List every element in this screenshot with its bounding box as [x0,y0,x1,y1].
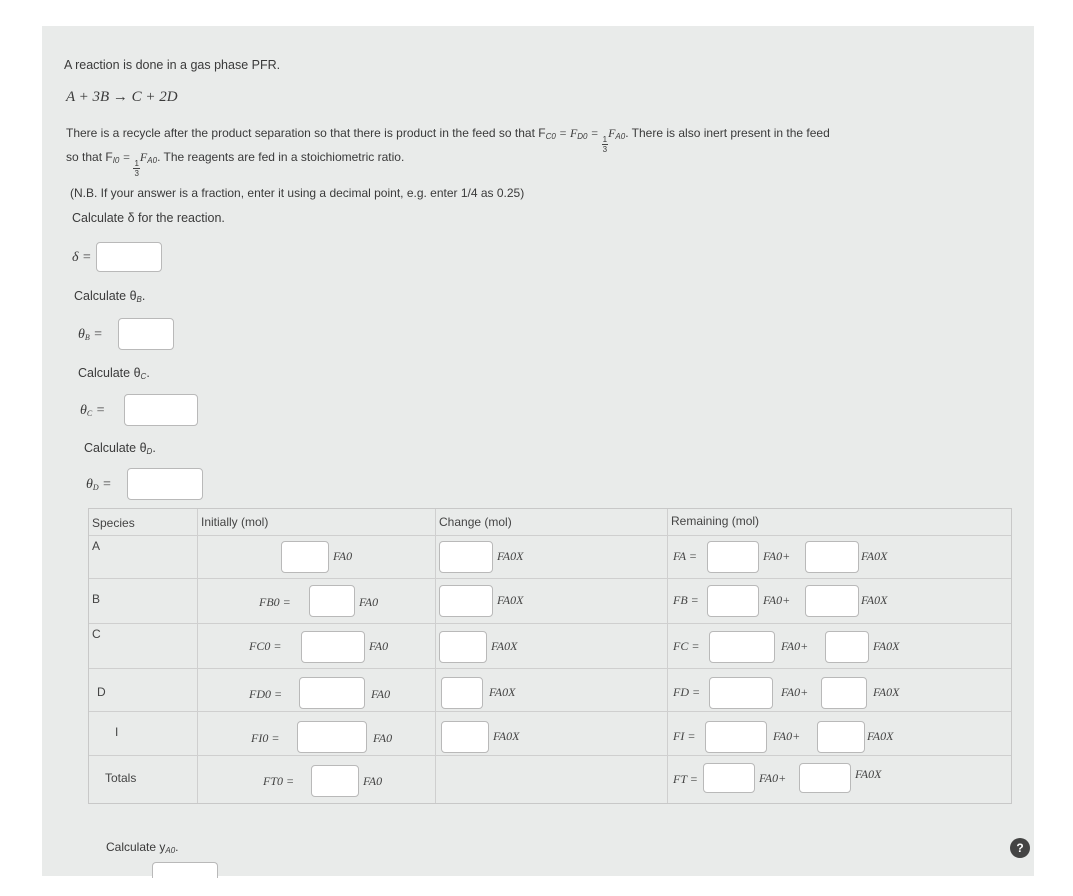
row-a-change-unit: FA0X [497,549,524,563]
row-d-initial-input[interactable] [299,677,365,709]
delta-input[interactable] [96,242,162,272]
row-d-remaining-mid: FA0+ [781,685,809,699]
theta-c-label: $\theta_C$ = [80,403,106,418]
row-c-change-unit: FA0X [491,639,518,653]
question-theta-b-prompt: Calculate $\theta_B$. [74,289,146,304]
row-totals-initial-label: FT0 = [263,774,295,788]
row-b-change-unit: FA0X [497,593,524,607]
question-theta-c-prompt: Calculate $\theta_C$. [78,366,150,381]
stoichiometric-table [88,508,1012,804]
theta-b-label: $\theta_B$ = [78,327,103,342]
row-b-remaining-mid: FA0+ [763,593,791,607]
row-b-change-input[interactable] [439,585,493,617]
row-totals-remaining-label: FT = [673,772,698,786]
theta-d-input[interactable] [127,468,203,500]
row-d-species: D [97,685,106,699]
header-remaining: Remaining (mol) [671,514,760,528]
row-d-remaining-input-2[interactable] [821,677,867,709]
row-i-change-unit: FA0X [493,729,520,743]
row-b-initial-input[interactable] [309,585,355,617]
row-totals-remaining-mid: FA0+ [759,771,787,785]
row-c-remaining-mid: FA0+ [781,639,809,653]
row-b-remaining-end: FA0X [861,593,888,607]
row-b-species: B [92,592,101,606]
row-i-remaining-end: FA0X [867,729,894,743]
header-change: Change (mol) [439,515,512,529]
row-d-initial-label: FD0 = [249,687,283,701]
row-a-species: A [92,539,101,553]
row-b-initial-unit: FA0 [359,595,379,609]
row-a-remaining-input-2[interactable] [805,541,859,573]
row-i-change-input[interactable] [441,721,489,753]
row-c-remaining-input-1[interactable] [709,631,775,663]
row-a-remaining-mid: FA0+ [763,549,791,563]
row-i-initial-unit: FA0 [373,731,393,745]
row-c-initial-input[interactable] [301,631,365,663]
theta-c-input[interactable] [124,394,198,426]
header-initially: Initially (mol) [201,515,269,529]
row-c-initial-label: FC0 = [249,639,282,653]
row-a-remaining-input-1[interactable] [707,541,759,573]
row-d-change-unit: FA0X [489,685,516,699]
row-totals-initial-input[interactable] [311,765,359,797]
row-c-initial-unit: FA0 [369,639,389,653]
help-button[interactable]: ? [1010,838,1030,858]
row-a-remaining-end: FA0X [861,549,888,563]
paragraph-line-1: There is a recycle after the product separation so that there is product in the feed so that $F_{C0} = F_{D0}$ = $\frac{1}{3}$ $F_{A0}$. There is also inert present in the feed [66,126,830,154]
row-i-remaining-input-2[interactable] [817,721,865,753]
intro-text: A reaction is done in a gas phase PFR. [64,58,281,72]
row-a-initial-input[interactable] [281,541,329,573]
row-c-remaining-label: FC = [673,639,700,653]
question-ya0-prompt: Calculate $y_{A0}$. [106,840,179,855]
paragraph-line-2: so that $F_{I0}$ = $\frac{1}{3}$ $F_{A0}$. The reagents are fed in a stoichiometric ratio. [66,150,405,178]
row-totals-initial-unit: FA0 [363,774,383,788]
note-text: (N.B. If your answer is a fraction, enter it using a decimal point, e.g. enter 1/4 as 0.25) [70,186,525,200]
theta-b-input[interactable] [118,318,174,350]
row-i-remaining-mid: FA0+ [773,729,801,743]
question-theta-d-prompt: Calculate $\theta_D$. [84,441,156,456]
row-a-initial-unit: FA0 [333,549,353,563]
row-c-remaining-input-2[interactable] [825,631,869,663]
row-i-initial-input[interactable] [297,721,367,753]
row-i-initial-label: FI0 = [251,731,280,745]
row-d-remaining-label: FD = [673,685,701,699]
row-b-remaining-input-2[interactable] [805,585,859,617]
row-i-species: I [115,725,119,739]
row-i-remaining-label: FI = [673,729,696,743]
row-totals-remaining-input-2[interactable] [799,763,851,793]
row-totals-remaining-end: FA0X [855,767,882,781]
row-a-change-input[interactable] [439,541,493,573]
row-c-remaining-end: FA0X [873,639,900,653]
row-d-initial-unit: FA0 [371,687,391,701]
row-d-remaining-input-1[interactable] [709,677,773,709]
question-delta-prompt: Calculate δ for the reaction. [72,211,225,225]
row-c-change-input[interactable] [439,631,487,663]
theta-d-label: $\theta_D$ = [86,477,112,492]
row-totals-species: Totals [105,771,137,785]
header-species: Species [92,516,135,530]
ya0-input[interactable] [152,862,218,878]
row-d-change-input[interactable] [441,677,483,709]
row-a-remaining-label: FA = [673,549,697,563]
row-d-remaining-end: FA0X [873,685,900,699]
row-totals-remaining-input-1[interactable] [703,763,755,793]
row-b-remaining-input-1[interactable] [707,585,759,617]
row-c-species: C [92,627,101,641]
row-b-remaining-label: FB = [673,593,699,607]
row-i-remaining-input-1[interactable] [705,721,767,753]
reaction-equation: A + 3B → C + 2D [66,89,178,105]
row-b-initial-label: FB0 = [259,595,291,609]
delta-label: δ = [72,250,92,265]
